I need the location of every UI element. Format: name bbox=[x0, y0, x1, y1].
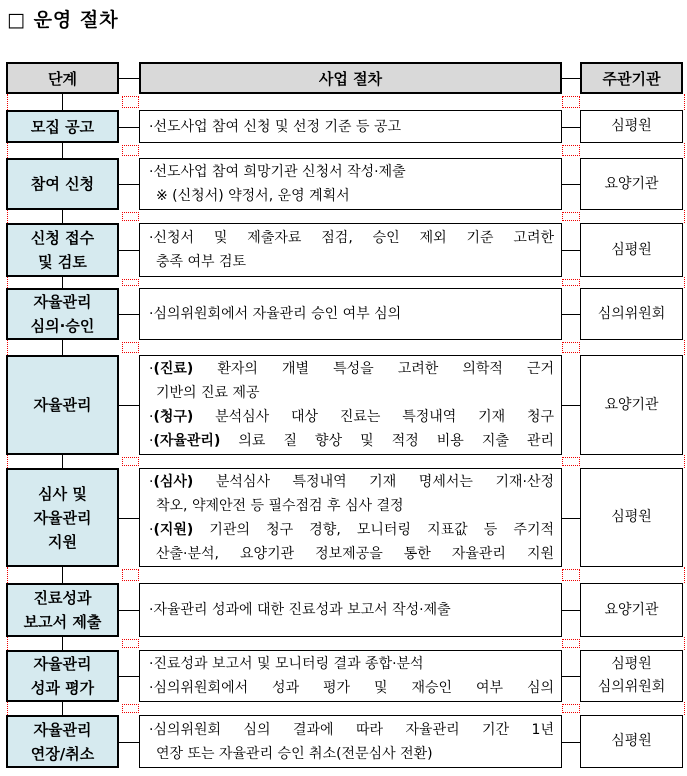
bullet-mark: · bbox=[149, 361, 154, 377]
procedure-text: 심의위원회에서 자율관리 승인 여부 심의 bbox=[153, 306, 402, 322]
procedure-keyword: (자율관리) bbox=[153, 433, 221, 449]
grid-dashed-cell bbox=[122, 145, 139, 156]
header-agency-box bbox=[580, 62, 683, 94]
grid-dashed-cell bbox=[562, 704, 580, 713]
grid-dashed-cell bbox=[122, 212, 139, 221]
procedure-box bbox=[139, 468, 562, 567]
procedure-text: 기관의 청구 경향, 모니터링 지표값 등 주기적 bbox=[193, 521, 554, 538]
procedure-text: 환자의 개별 특성을 고려한 의학적 근거 bbox=[193, 361, 554, 377]
bullet-mark: · bbox=[149, 230, 154, 246]
grid-dashed-cell bbox=[562, 569, 580, 581]
connector-line bbox=[562, 518, 580, 519]
connector-line bbox=[562, 405, 580, 406]
stage-label: 진료성과 bbox=[33, 589, 92, 607]
procedure-text: 기반의 진료 제공 bbox=[156, 385, 260, 401]
grid-dashed-line bbox=[7, 637, 8, 650]
procedure-line bbox=[149, 518, 554, 542]
agency-box bbox=[580, 158, 683, 210]
agency-label: 요양기관 bbox=[604, 601, 659, 618]
agency-box bbox=[580, 715, 683, 768]
stage-box bbox=[6, 650, 119, 702]
grid-dashed-cell bbox=[122, 342, 139, 353]
stage-connector-line bbox=[62, 454, 63, 469]
connector-line bbox=[119, 676, 139, 677]
connector-line bbox=[119, 250, 139, 251]
procedure-text: 선도사업 참여 신청 및 선정 기준 등 공고 bbox=[153, 118, 401, 135]
stage-label: 참여 신청 bbox=[30, 175, 95, 193]
procedure-text: 자율관리 성과에 대한 진료성과 보고서 작성·제출 bbox=[153, 602, 451, 618]
procedure-text: 연장 또는 자율관리 승인 취소(전문심사 전환) bbox=[156, 745, 433, 762]
procedure-box bbox=[139, 583, 562, 637]
grid-dashed-cell bbox=[562, 639, 580, 648]
stage-box bbox=[6, 288, 119, 340]
bullet-mark: · bbox=[149, 602, 154, 618]
connector-line bbox=[119, 314, 139, 315]
stage-box bbox=[6, 223, 119, 277]
bullet-mark: · bbox=[149, 721, 154, 738]
procedure-text: 선도사업 참여 희망기관 신청서 작성·제출 bbox=[153, 164, 406, 180]
grid-dashed-line bbox=[7, 340, 8, 355]
header-agency-label: 주관기관 bbox=[602, 69, 661, 88]
stage-label: 신청 접수 bbox=[30, 229, 95, 247]
grid-dashed-cell bbox=[122, 569, 139, 581]
grid-dashed-cell bbox=[562, 96, 580, 108]
stage-label: 연장/취소 bbox=[30, 744, 95, 763]
procedure-text: 심의위원회 심의 결과에 따라 자율관리 기간 1년 bbox=[153, 721, 554, 738]
agency-box bbox=[580, 468, 683, 567]
grid-dashed-cell bbox=[562, 279, 580, 286]
procedure-line bbox=[149, 676, 554, 700]
grid-dashed-cell bbox=[562, 457, 580, 466]
stage-connector-line bbox=[62, 339, 63, 356]
agency-box bbox=[580, 223, 683, 277]
stage-label: 심의·승인 bbox=[30, 317, 95, 335]
header-procedure-label: 사업 절차 bbox=[318, 69, 383, 88]
connector-line bbox=[119, 518, 139, 519]
bullet-mark: · bbox=[149, 118, 154, 135]
grid-dashed-line bbox=[684, 94, 685, 110]
stage-connector-line bbox=[62, 701, 63, 716]
stage-label: 자율관리 bbox=[33, 508, 92, 527]
agency-box bbox=[580, 288, 683, 340]
procedure-text: ※ (신청서) 약정서, 운영 계획서 bbox=[156, 188, 350, 204]
stage-label: 심사 및 bbox=[38, 484, 87, 503]
agency-box bbox=[580, 583, 683, 637]
grid-dashed-line bbox=[7, 567, 8, 583]
procedure-text: 착오, 약제안전 등 필수점검 후 심사 결정 bbox=[156, 497, 404, 514]
connector-line bbox=[119, 405, 139, 406]
procedure-text: 분석심사 대상 진료는 특정내역 기재 청구 bbox=[193, 409, 554, 425]
stage-box bbox=[6, 715, 119, 768]
procedure-line bbox=[149, 226, 554, 250]
connector-line bbox=[119, 78, 139, 79]
grid-dashed-line bbox=[7, 143, 8, 158]
grid-dashed-line bbox=[684, 455, 685, 468]
connector-line bbox=[562, 610, 580, 611]
grid-dashed-cell bbox=[122, 457, 139, 466]
agency-label: 심평원 bbox=[611, 241, 652, 258]
connector-line bbox=[119, 610, 139, 611]
agency-box bbox=[580, 355, 683, 455]
procedure-box bbox=[139, 158, 562, 210]
connector-line bbox=[562, 184, 580, 185]
connector-line bbox=[119, 742, 139, 743]
procedure-text: 산출·분석, 요양기관 정보제공을 통한 자율관리 지원 bbox=[156, 545, 554, 562]
procedure-text: 심의위원회에서 성과 평가 및 재승인 여부 심의 bbox=[153, 680, 554, 696]
stage-label: 자율관리 bbox=[33, 720, 92, 739]
grid-dashed-line bbox=[684, 702, 685, 715]
header-procedure-box bbox=[139, 62, 562, 94]
grid-dashed-cell bbox=[122, 96, 139, 108]
procedure-keyword: (청구) bbox=[153, 409, 194, 425]
stage-box bbox=[6, 355, 119, 455]
procedure-line bbox=[149, 598, 554, 622]
grid-dashed-cell bbox=[562, 212, 580, 221]
stage-label: 보고서 제출 bbox=[23, 613, 102, 631]
agency-label: 심의위원회 bbox=[597, 679, 666, 695]
procedure-line bbox=[149, 429, 554, 453]
agency-label: 심평원 bbox=[611, 118, 652, 134]
grid-dashed-line bbox=[7, 455, 8, 468]
procedure-line bbox=[149, 302, 554, 326]
grid-dashed-line bbox=[7, 210, 8, 223]
procedure-line bbox=[156, 542, 554, 566]
stage-label: 및 검토 bbox=[38, 253, 87, 271]
bullet-mark: · bbox=[149, 473, 154, 490]
stage-box bbox=[6, 110, 119, 143]
agency-label: 요양기관 bbox=[604, 175, 659, 192]
stage-connector-line bbox=[62, 142, 63, 159]
bullet-mark: · bbox=[149, 680, 154, 696]
procedure-line bbox=[149, 718, 554, 742]
stage-box bbox=[6, 158, 119, 210]
procedure-line bbox=[149, 405, 554, 429]
grid-dashed-cell bbox=[122, 704, 139, 713]
header-stage-box bbox=[6, 62, 119, 94]
procedure-line bbox=[156, 742, 554, 766]
procedure-line bbox=[149, 115, 554, 139]
agency-label: 심의위원회 bbox=[597, 305, 666, 322]
procedure-keyword: (진료) bbox=[153, 361, 194, 377]
procedure-box bbox=[139, 288, 562, 340]
connector-line bbox=[562, 78, 580, 79]
stage-connector-line bbox=[62, 636, 63, 651]
procedure-line bbox=[156, 494, 554, 518]
procedure-line bbox=[156, 250, 554, 274]
procedure-box bbox=[139, 650, 562, 702]
bullet-mark: · bbox=[149, 433, 154, 449]
stage-connector-line bbox=[62, 209, 63, 224]
procedure-keyword: (심사) bbox=[153, 473, 194, 490]
connector-line bbox=[562, 250, 580, 251]
connector-line bbox=[119, 184, 139, 185]
grid-dashed-line bbox=[684, 143, 685, 158]
stage-label: 모집 공고 bbox=[30, 117, 95, 136]
grid-dashed-cell bbox=[562, 145, 580, 156]
stage-box bbox=[6, 583, 119, 637]
bullet-mark: · bbox=[149, 306, 154, 322]
grid-dashed-cell bbox=[122, 639, 139, 648]
connector-line bbox=[562, 127, 580, 128]
procedure-box bbox=[139, 110, 562, 143]
procedure-text: 분석심사 특정내역 기재 명세서는 기재·산정 bbox=[193, 473, 554, 490]
agency-box bbox=[580, 110, 683, 143]
grid-dashed-line bbox=[684, 340, 685, 355]
connector-line bbox=[562, 676, 580, 677]
procedure-line bbox=[149, 470, 554, 494]
agency-label: 심평원 bbox=[611, 656, 652, 672]
stage-connector-line bbox=[62, 566, 63, 584]
stage-label: 지원 bbox=[48, 532, 77, 551]
header-stage-label: 단계 bbox=[48, 69, 77, 88]
agency-label: 요양기관 bbox=[604, 396, 659, 413]
grid-dashed-cell bbox=[562, 342, 580, 353]
agency-label: 심평원 bbox=[611, 509, 652, 525]
connector-line bbox=[119, 127, 139, 128]
bullet-mark: · bbox=[149, 521, 154, 538]
stage-connector-line bbox=[62, 93, 63, 111]
agency-label: 심평원 bbox=[611, 733, 652, 749]
connector-line bbox=[562, 742, 580, 743]
stage-label: 자율관리 bbox=[33, 293, 92, 311]
procedure-text: 신청서 및 제출자료 점검, 승인 제외 기준 고려한 bbox=[153, 230, 554, 246]
bullet-mark: · bbox=[149, 656, 154, 672]
procedure-line bbox=[156, 381, 554, 405]
bullet-mark: · bbox=[149, 164, 154, 180]
grid-dashed-line bbox=[7, 94, 8, 110]
bullet-mark: · bbox=[149, 409, 154, 425]
procedure-text: 의료 질 향상 및 적정 비용 지출 관리 bbox=[220, 433, 554, 449]
procedure-line bbox=[149, 160, 554, 184]
procedure-box bbox=[139, 355, 562, 455]
stage-label: 성과 평가 bbox=[30, 679, 95, 697]
grid-dashed-line bbox=[7, 702, 8, 715]
grid-dashed-line bbox=[684, 637, 685, 650]
stage-connector-line bbox=[62, 276, 63, 289]
procedure-keyword: (지원) bbox=[153, 521, 194, 538]
connector-line bbox=[562, 314, 580, 315]
agency-box bbox=[580, 650, 683, 702]
page-title: □ 운영 절차 bbox=[7, 9, 119, 31]
stage-label: 자율관리 bbox=[33, 655, 92, 673]
procedure-line bbox=[149, 652, 554, 676]
grid-dashed-cell bbox=[122, 279, 139, 286]
stage-label: 자율관리 bbox=[33, 396, 92, 414]
stage-box bbox=[6, 468, 119, 567]
grid-dashed-line bbox=[684, 567, 685, 583]
procedure-line bbox=[149, 357, 554, 381]
grid-dashed-line bbox=[684, 277, 685, 288]
grid-dashed-line bbox=[7, 277, 8, 288]
procedure-text: 충족 여부 검토 bbox=[156, 254, 247, 270]
procedure-line bbox=[156, 184, 554, 208]
procedure-text: 진료성과 보고서 및 모니터링 결과 종합·분석 bbox=[153, 656, 424, 672]
grid-dashed-line bbox=[684, 210, 685, 223]
procedure-box bbox=[139, 223, 562, 277]
procedure-box bbox=[139, 715, 562, 768]
